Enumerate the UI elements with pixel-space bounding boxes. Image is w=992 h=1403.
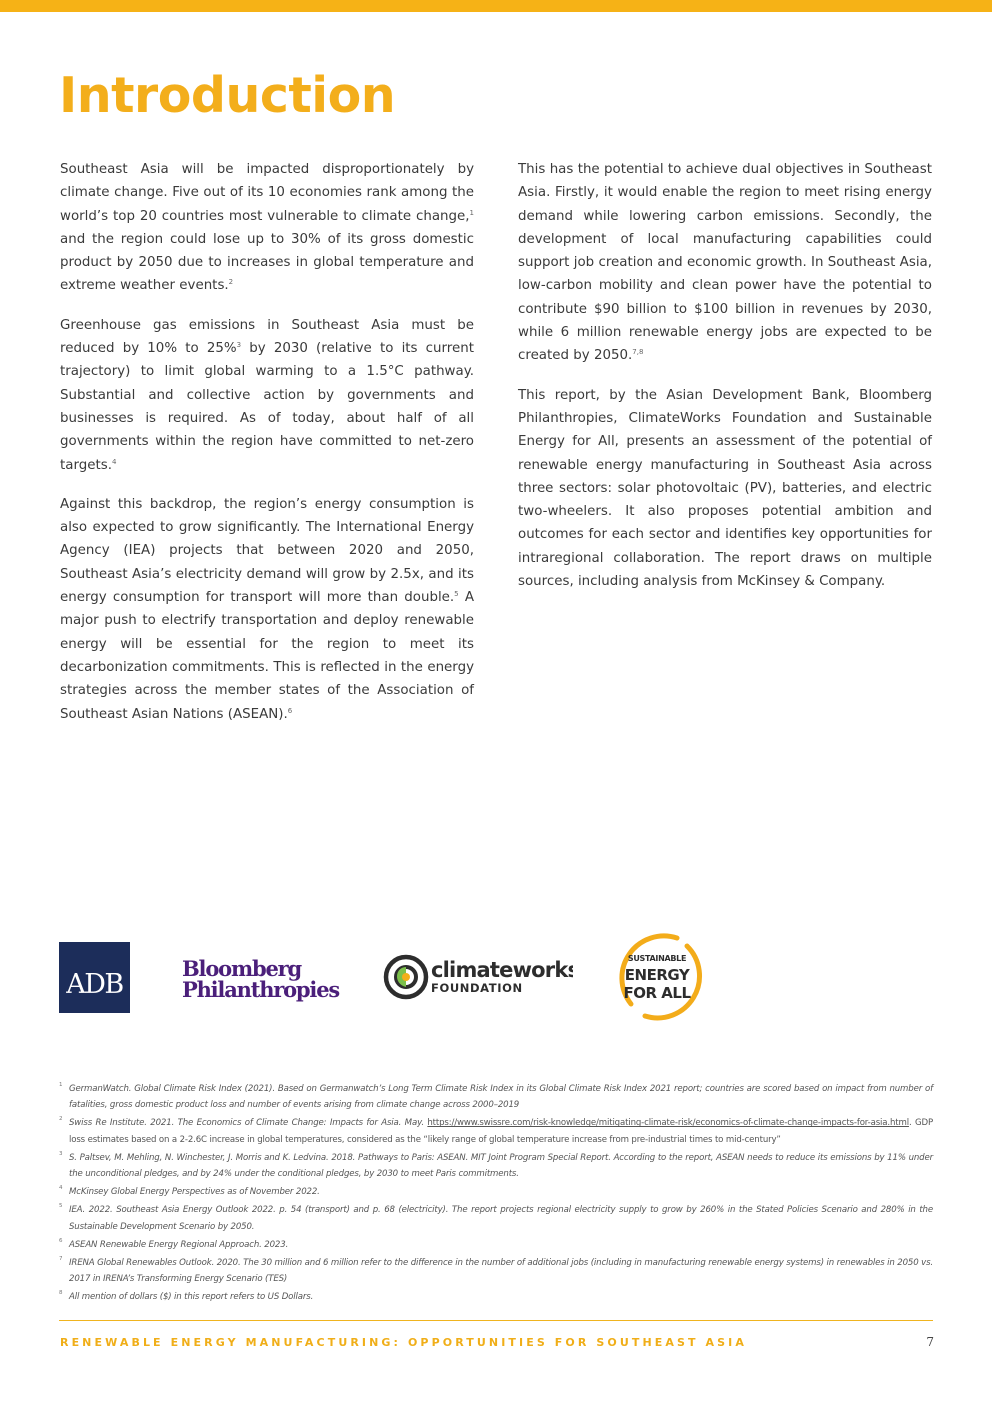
sustainable-energy-for-all-logo	[611, 928, 709, 1026]
bloomberg-logo-line2: Philanthropies	[182, 977, 339, 1002]
bloomberg-philanthropies-logo	[182, 956, 352, 1008]
page-title: Introduction	[59, 67, 396, 124]
adb-logo-text: ADB	[66, 969, 123, 1000]
footnote-5: 5 IEA. 2022. Southeast Asia Energy Outlook 2022. p. 54 (transport) and p. 68 (electricity). The report projects regional electricity supply to grow by 260% in the Stated Policies Scenario and 280% in the Sustainable Development Scenario by 2050.	[59, 1203, 933, 1232]
footnote-4: 4 McKinsey Global Energy Perspectives as of November 2022.	[59, 1185, 320, 1198]
footnote-3: 3 S. Paltsev, M. Mehling, N. Winchester, J. Morris and K. Ledvina. 2018. Pathways to Paris: ASEAN. MIT Joint Program Special Report. According to the report, ASEAN needs to reduce its emissions by 11% under the unconditional pledges, and by 24% under the conditional pledges, by 2030 to meet Paris commitments.	[59, 1150, 933, 1180]
footnote-ref[interactable]: 2	[228, 278, 234, 287]
footnote-ref[interactable]: 5	[454, 590, 459, 599]
right-column	[518, 158, 932, 609]
left-column	[60, 158, 474, 742]
footnote-8: 8 All mention of dollars ($) in this report refers to US Dollars.	[59, 1290, 314, 1303]
footnote-ref[interactable]: 3	[236, 341, 242, 350]
page-number: 7	[926, 1335, 934, 1349]
bloomberg-logo-line1: Bloomberg	[182, 956, 301, 981]
paragraph-dual-objectives: This has the potential to achieve dual objectives in Southeast Asia. Firstly, it would enable the region to meet rising energy demand while lowering carbon emissions. Secondly, the development of local manufacturing capabilities could support job creation and economic growth. In Southeast Asia, low-carbon mobility and clean power have the potential to contribute $90 billion to $100 billion in revenues by 2030, while 6 million renewable energy jobs are expected to be created by 2050.$^{7,8}$	[518, 162, 932, 364]
footnote-ref[interactable]: 7,8	[632, 348, 644, 357]
footnote-1: 1 GermanWatch. Global Climate Risk Index (2021). Based on Germanwatch’s Long Term Climate Risk Index in its Global Climate Risk Index 2021 report; countries are scored based on impact from number of fatalities, gross domestic product loss and number of events arising from climate change across 2000–2019	[59, 1082, 933, 1111]
adb-logo	[59, 942, 130, 1013]
footnote-ref[interactable]: 1	[469, 208, 474, 217]
paragraph-energy-consumption: Against this backdrop, the region’s energy consumption is also expected to grow significantly. The International Energy Agency (IEA) projects that between 2020 and 2050, Southeast Asia’s electricity demand will grow by 2.5x, and its energy consumption for transport will more than double.$^5$ A major push to electrify transportation and deploy renewable energy will be essential for the region to meet its decarbonization commitments. This is reflected in the energy strategies across the member states of the Association of Southeast Asian Nations (ASEAN).$^6$	[60, 496, 475, 722]
paragraph-climate-impact: Southeast Asia will be impacted disproportionately by climate change. Five out of its 10 economies rank among the world’s top 20 countries most vulnerable to climate change,$^1$ and the region could lose up to 30% of its gross domestic product by 2050 due to increases in global temperature and extreme weather events.$^2$	[60, 162, 474, 294]
climateworks-foundation-logo	[383, 952, 573, 1002]
se4all-line2: ENERGY	[624, 966, 690, 984]
foundation-logo-text: FOUNDATION	[431, 981, 523, 995]
footnote-6: 6 ASEAN Renewable Energy Regional Approach. 2023.	[59, 1237, 289, 1250]
footnote-2: 2 Swiss Re Institute. 2021. The Economics of Climate Change: Impacts for Asia. May. https://www.swissre.com/risk-knowledge/mitigating-climate-risk/economics-of-climate-change-impacts-for-asia.html. GDP loss estimates based on a 2-2.6C increase in global temperatures, considered as the “likely range of global temperature increase from pre-industrial times to mid-century”	[59, 1116, 933, 1145]
paragraph-emissions: Greenhouse gas emissions in Southeast Asia must be reduced by 10% to 25%$^3$ by 2030 (relative to its current trajectory) to limit global warming to a 1.5°C pathway. Substantial and collective action by governments and businesses is required. As of today, about half of all governments within the region have committed to net-zero targets.$^4$	[60, 317, 474, 473]
top-accent-bar	[0, 0, 992, 12]
footer-report-title: RENEWABLE ENERGY MANUFACTURING: OPPORTUNITIES FOR SOUTHEAST ASIA	[60, 1336, 747, 1349]
se4all-line1: SUSTAINABLE	[627, 954, 687, 963]
climateworks-logo-text: climateworks	[431, 958, 573, 982]
footnotes	[59, 1081, 933, 1308]
se4all-line3: FOR ALL	[623, 984, 691, 1002]
footnote-7: 7 IRENA Global Renewables Outlook. 2020. The 30 million and 6 million refer to the difference in the number of additional jobs (including in manufacturing renewable energy systems) in renewables in 2050 vs. 2017 in IRENA’s Transforming Energy Scenario (TES)	[59, 1256, 933, 1285]
footnote-ref[interactable]: 4	[111, 457, 117, 466]
paragraph-report-overview: This report, by the Asian Development Bank, Bloomberg Philanthropies, ClimateWorks Foundation and Sustainable Energy for All, presents an assessment of the potential of renewable energy manufacturing in Southeast Asia across three sectors: solar photovoltaic (PV), batteries, and electric two-wheelers. It also proposes potential ambition and outcomes for each sector and identifies key opportunities for intraregional collaboration. The report draws on multiple sources, including analysis from McKinsey & Company.	[518, 387, 932, 590]
footnote-ref[interactable]: 6	[287, 706, 293, 715]
partner-logos	[58, 928, 938, 1028]
swissre-link[interactable]: https://www.swissre.com/risk-knowledge/mitigating-climate-risk/economics-of-climate-change-impacts-for-asia.html	[427, 1118, 909, 1129]
climateworks-emblem-icon	[386, 957, 426, 997]
footer-divider	[59, 1320, 933, 1321]
